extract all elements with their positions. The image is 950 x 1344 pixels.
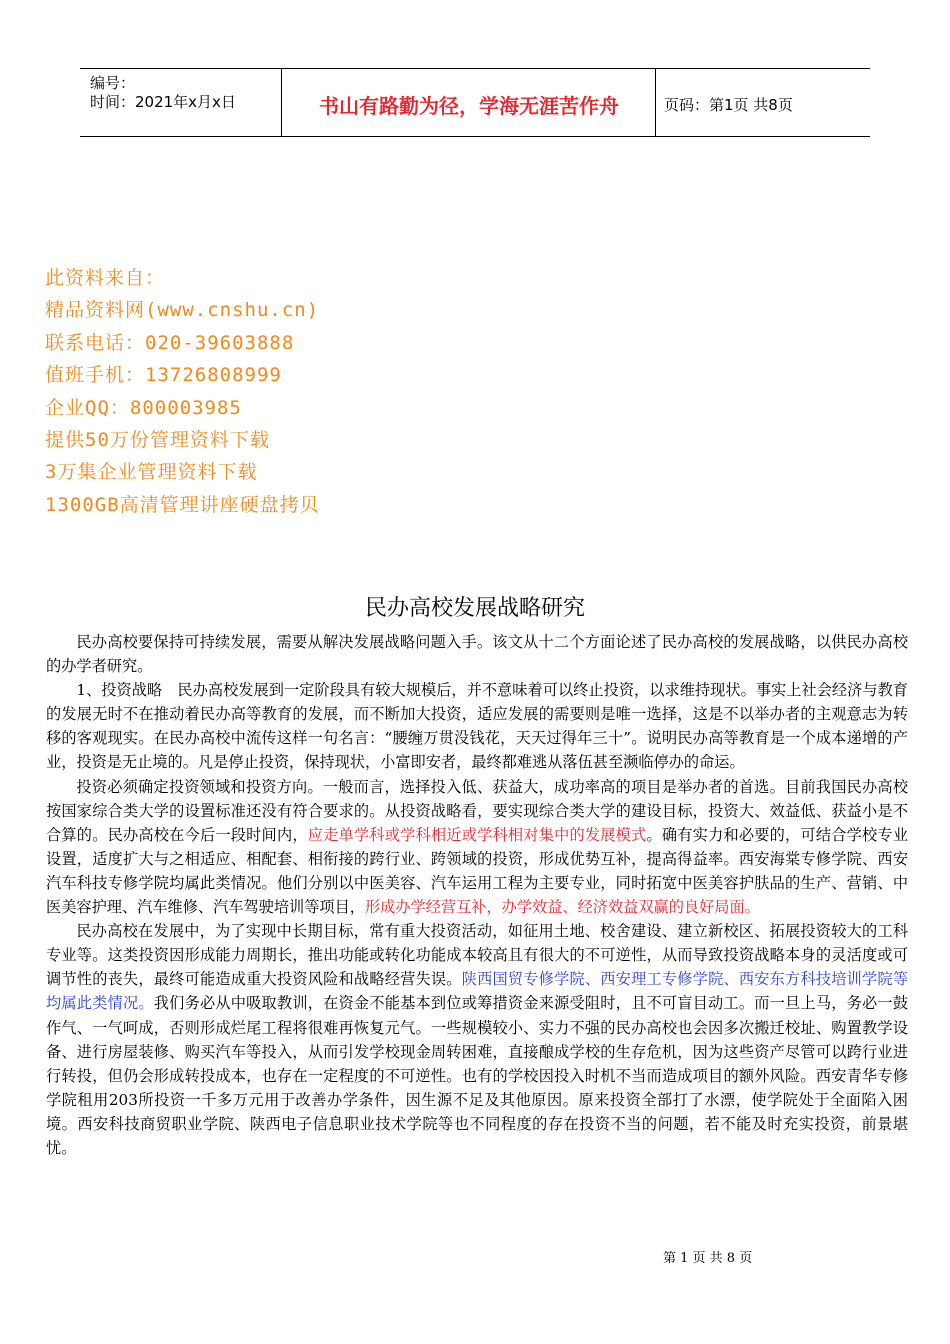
highlight-red-text: 形成办学经营互补，办学效益、经济效益双赢的良好局面。 [364, 898, 760, 917]
source-info-block [45, 262, 320, 521]
document-title: 民办高校发展战略研究 [364, 596, 585, 621]
paragraph-text: 。确有实力和必要的，可结合学校专业设置，适度扩大与之相适应、相配套、相衔接的跨行业、跨领域的投资，形成优势互补，提高得益率。西安海棠专修学院、西安汽车科技专修学院均属此类情况。他们分别以中医美容、汽车运用工程为主要专业，同时拓宽中医美容护肤品的生产、营销、中医美容护理、汽车维修、汽车驾驶培训等项目， [46, 825, 909, 917]
paragraph-text: 民办高校在发展中，为了实现中长期目标，常有重大投资活动，如征用土地、校舍建设、建立新校区、拓展投资较大的工科专业等。这类投资因形成能力周期长，推出功能或转化功能成本较高且有很大的不可逆性，从而导致投资战略本身的灵活度或可调节性的丧失，最终可能造成重大投资风险和战略经营失误。 [46, 922, 908, 989]
paragraph-text: 我们务必从中吸取教训，在资金不能基本到位或筹措资金来源受阻时，且不可盲目动工。而一旦上马，务必一鼓作气、一气呵成，否则形成烂尾工程将很难再恢复元气。一些规模较小、实力不强的民办高校也会因多次搬迁校址、购置教学设备、进行房屋装修、购买汽车等投入，从而引发学校现金周转困难，直接酿成学校的生存危机，因为这些资产尽管可以跨行业进行转投，但仍会形成转投成本，也存在一定程度的不可逆性。也有的学校因投入时机不当而造成项目的额外风险。西安青华专修学院租用203所投资一千多万元用于改善办学条件，因生源不足及其他原因。原来投资全部打了水漂，使学院处于全面陷入困境。西安科技商贸职业学院、陕西电子信息职业技术学院等也不同程度的存在投资不当的问题，若不能及时充实投资，前景堪忧。 [46, 994, 909, 1157]
header-page-info: 页码：第1页 共8页 [664, 96, 793, 114]
source-line: 值班手机：13726808999 [45, 364, 282, 387]
paragraph-intro: 民办高校要保持可持续发展，需要从解决发展战略问题入手。该文从十二个方面论述了民办高校的发展战略，以供民办高校的办学者研究。 [46, 633, 908, 676]
paragraph-investment-risk [46, 919, 908, 1160]
header-date-label: 时间：2021年x月x日 [90, 93, 236, 111]
source-line: 企业QQ：800003985 [45, 396, 242, 419]
header-divider-left [281, 68, 282, 136]
header-bottom-rule [80, 136, 870, 137]
source-line: 1300GB高清管理讲座硬盘拷贝 [45, 493, 320, 516]
paragraph-text: 投资必须确定投资领域和投资方向。一般而言，选择投入低、获益大，成功率高的项目是举办者的首选。目前我国民办高校按国家综合类大学的设置标准还没有符合要求的。从投资战略看，要实现综合类大学的建设目标，投资大、效益低、获益小是不合算的。民办高校在今后一段时间内， [46, 777, 908, 844]
page-footer: 第 1 页 共 8 页 [663, 1251, 753, 1266]
header-motto: 书山有路勤为径，学海无涯苦作舟 [319, 94, 619, 118]
source-line: 提供50万份管理资料下载 [45, 429, 270, 452]
header-top-rule [80, 68, 870, 69]
source-line: 精品资料网(www.cnshu.cn) [45, 299, 320, 322]
highlight-red-text: 应走单学科或学科相近或学科相对集中的发展模式 [307, 825, 647, 844]
source-line: 此资料来自： [45, 267, 166, 289]
document-body [46, 630, 908, 1160]
source-line: 联系电话：020-39603888 [45, 331, 295, 354]
paragraph-investment-strategy: 1、投资战略 民办高校发展到一定阶段具有较大规模后，并不意味着可以终止投资，以求维持现状。事实上社会经济与教育的发展无时不在推动着民办高等教育的发展，而不断加大投资，适应发展的需要则是唯一选择，这是不以举办者的主观意志为转移的客观现实。在民办高校中流传这样一句名言：“腰缠万贯没钱花，天天过得年三十”。说明民办高等教育是一个成本递增的产业，投资是无止境的。凡是停止投资，保持现状，小富即安者，最终都难逃从落伍甚至濒临停办的命运。 [46, 681, 908, 772]
header-divider-right [655, 68, 656, 136]
source-line: 3万集企业管理资料下载 [45, 461, 258, 484]
paragraph-investment-direction [46, 775, 908, 920]
highlight-blue-text: 陕西国贸专修学院、西安理工专修学院、西安东方科技培训学院等均属此类情况。 [46, 970, 909, 1013]
header-serial-label: 编号： [90, 74, 136, 92]
